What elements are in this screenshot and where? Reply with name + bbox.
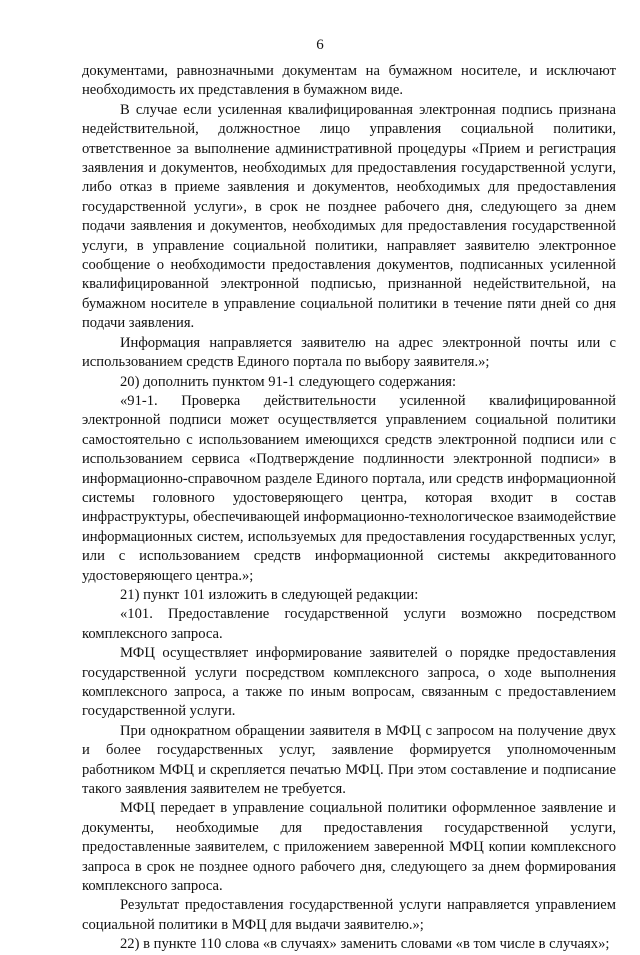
paragraph-item-21: 21) пункт 101 изложить в следующей редакции: [120, 586, 419, 603]
paragraph-point-91-1: «91-1. Проверка действительности усиленной квалифицированной электронной подписи может осуществляется управлением социальной политики самостоятельно с использованием имеющихся средств электронной подписи или с использованием сервиса «Подтверждение подлинности электронной подписи» в информационно-справочном разделе Единого портала, или средств информационной системы головного удостоверяющего центра, которая входит в состав инфраструктуры, обеспечивающей информационно-технологическое взаимодействие информационных систем, используемых для предоставления государственных услуг, или с использованием средств информационной системы аккредитованного удостоверяющего центра.»; [82, 392, 616, 584]
paragraph-invalid-signature: В случае если усиленная квалифицированная электронная подпись признана недействительной, должностное лицо управления социальной политики, ответственное за выполнение административной процедуры «Прием и регистрация заявления и документов, необходимых для предоставления государственной услуги, либо отказ в приеме заявления и документов, необходимых для предоставления государственной услуги», в срок не позднее рабочего дня, следующего за днем подачи заявления и документов, необходимых для предоставления государственной услуги, в управление социальной политики, направляет заявителю электронное сообщение о необходимости предоставления документов, подписанных усиленной квалифицированной электронной подписью, признанной недействительной, на бумажном носителе в управление социальной политики в течение пяти дней со дня подачи заявления. [82, 101, 616, 332]
paragraph-item-20: 20) дополнить пунктом 91-1 следующего содержания: [120, 373, 457, 390]
paragraph-mfc-transfer: МФЦ передает в управление социальной политики оформленное заявление и документы, необходимые для предоставления государственной услуги, предоставленные заявителем, с приложением заверенной МФЦ копии комплексного запроса в срок не позднее одного рабочего дня, следующего за днем формирования комплексного запроса. [82, 800, 616, 895]
paragraph-mfc-informing: МФЦ осуществляет информирование заявителей о порядке предоставления государственной услуги посредством комплексного запроса, о ходе выполнения комплексного запроса, а также по иным вопросам, связанным с предоставлением государственной услуги. [82, 645, 616, 720]
paragraph-result: Результат предоставления государственной услуги направляется управлением социальной политики в МФЦ для выдачи заявителю.»; [82, 897, 616, 933]
paragraph-information-sent: Информация направляется заявителю на адрес электронной почты или с использованием средств Единого портала по выбору заявителя.»; [82, 334, 616, 371]
paragraph-single-request: При однократном обращении заявителя в МФЦ с запросом на получение двух и более государственных услуг, заявление формируется уполномоченным работником МФЦ и скрепляется печатью МФЦ. При этом составление и подписание такого заявления заявителем не требуется. [82, 722, 616, 798]
paragraph-item-22: 22) в пункте 110 слова «в случаях» заменить словами «в том числе в случаях»; [120, 936, 610, 953]
paragraph-point-101: «101. Предоставление государственной услуги возможно посредством комплексного запроса. [82, 606, 616, 642]
document-body [82, 62, 616, 955]
page-number: 6 [316, 37, 324, 53]
paragraph-continuation: документами, равнозначными документам на бумажном носителе, и исключают необходимость их представления в бумажном виде. [82, 63, 616, 99]
